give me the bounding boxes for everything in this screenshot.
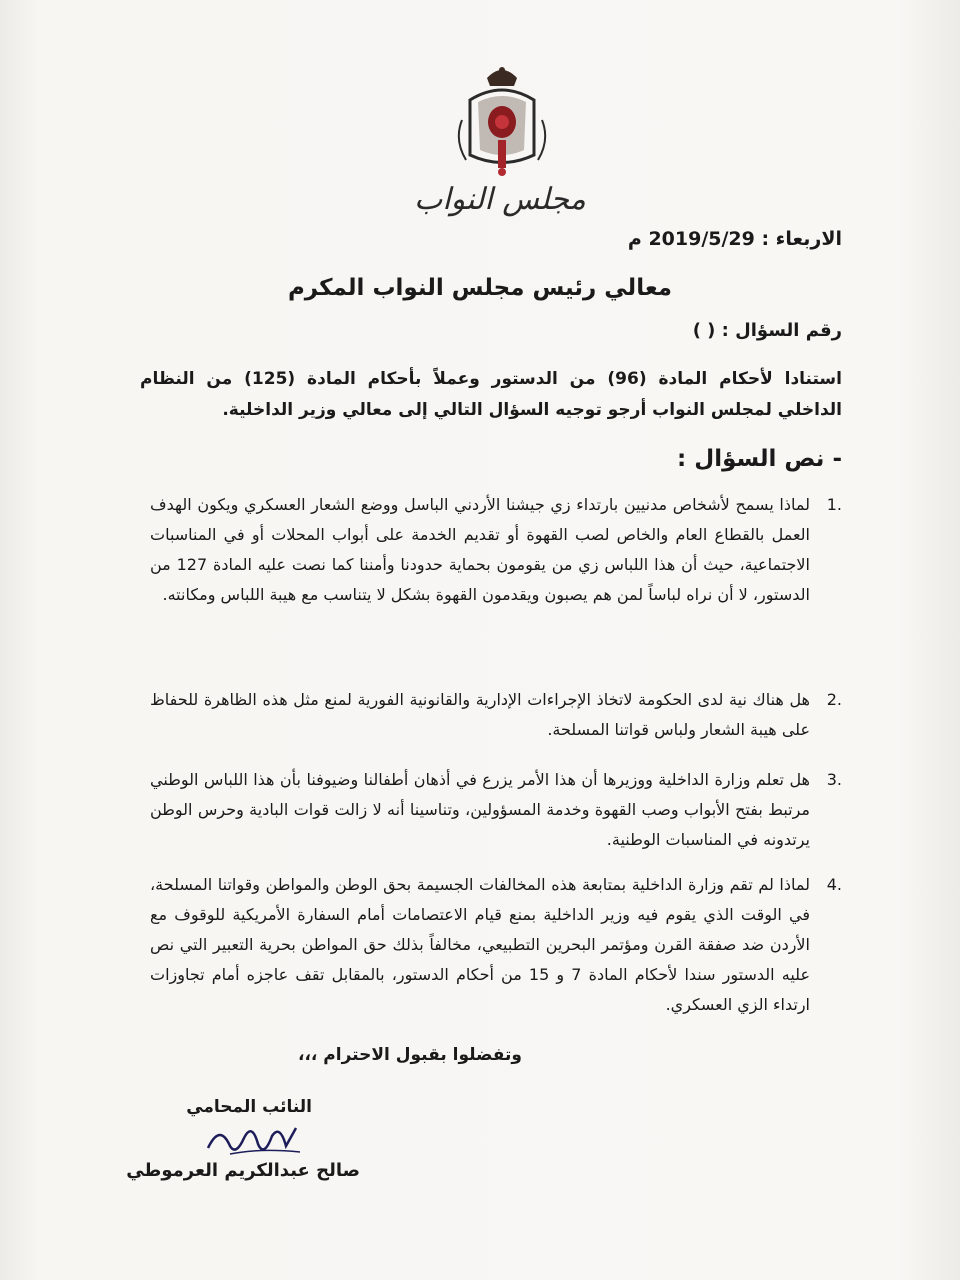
letter-date: الاربعاء : 2019/5/29 م	[627, 228, 842, 250]
question-item	[150, 870, 842, 1020]
handwritten-signature	[200, 1118, 320, 1162]
question-item	[150, 765, 842, 855]
question-item	[150, 685, 842, 745]
signatory-title: النائب المحامي	[186, 1097, 312, 1117]
item-text: لماذا لم تقم وزارة الداخلية بمتابعة هذه المخالفات الجسيمة بحق الوطن والمواطن وقواتنا المسلحة، في الوقت الذي يقوم فيه وزير الداخلية بمنع قيام الاعتصامات أمام السفارة الأمريكية للوقوف مع الأردن ضد صفقة القرن ومؤتمر البحرين التطبيعي، مخالفاً بذلك حق المواطن بحرية التعبير التي نص عليه الدستور سندا لأحكام المادة 7 و 15 من أحكام الدستور، بالمقابل تقف عاجزه أمام تجاوزات ارتداء الزي العسكري.	[150, 875, 810, 1014]
item-text: هل هناك نية لدى الحكومة لاتخاذ الإجراءات الإدارية والقانونية الفورية لمنع مثل هذه الظاهرة للحفاظ على هيبة الشعار ولباس قواتنا المسلحة.	[150, 690, 810, 739]
intro-paragraph: استنادا لأحكام المادة (96) من الدستور وعملاً بأحكام المادة (125) من النظام الداخلي لمجلس النواب أرجو توجيه السؤال التالي إلى معالي وزير الداخلية.	[140, 369, 842, 420]
item-text: هل تعلم وزارة الداخلية ووزيرها أن هذا الأمر يزرع في أذهان أطفالنا وضيوفنا بأن هذا اللباس الوطني مرتبط بفتح الأبواب وصب القهوة وخدمة المسؤولين، وتناسينا أنه لا زالت قوات البادية وحرس الوطن يرتدونه في المناسبات الوطنية.	[150, 770, 810, 849]
question-number: رقم السؤال : ( )	[692, 320, 842, 341]
question-item	[150, 490, 842, 610]
item-number: 1.	[826, 495, 842, 514]
royal-emblem-logo	[452, 60, 552, 180]
signatory-name: صالح عبدالكريم العرموطي	[126, 1160, 360, 1181]
item-number: 3.	[826, 770, 842, 789]
item-number: 4.	[826, 875, 842, 894]
addressee: معالي رئيس مجلس النواب المكرم	[287, 275, 673, 301]
item-number: 2.	[826, 690, 842, 709]
closing-line: وتفضلوا بقبول الاحترام ،،،	[298, 1045, 522, 1065]
item-text: لماذا يسمح لأشخاص مدنيين بارتداء زي جيشنا الأردني الباسل ووضع الشعار العسكري ويكون الهدف العمل بالقطاع العام والخاص لصب القهوة أو تقديم الخدمة على أبواب المحلات أو في المناسبات الاجتماعية، حيث أن هذا اللباس زي من يقومون بحماية حدودنا وأمننا كما نصت عليه المادة 127 من الدستور، لا أن نراه لباساً لمن هم يصبون ويقدمون القهوة بشكل لا يتناسب مع هيبة اللباس ومكانته.	[150, 495, 811, 604]
parliament-logotype: مجلس النواب	[414, 182, 586, 217]
question-heading: - نص السؤال :	[677, 446, 842, 472]
